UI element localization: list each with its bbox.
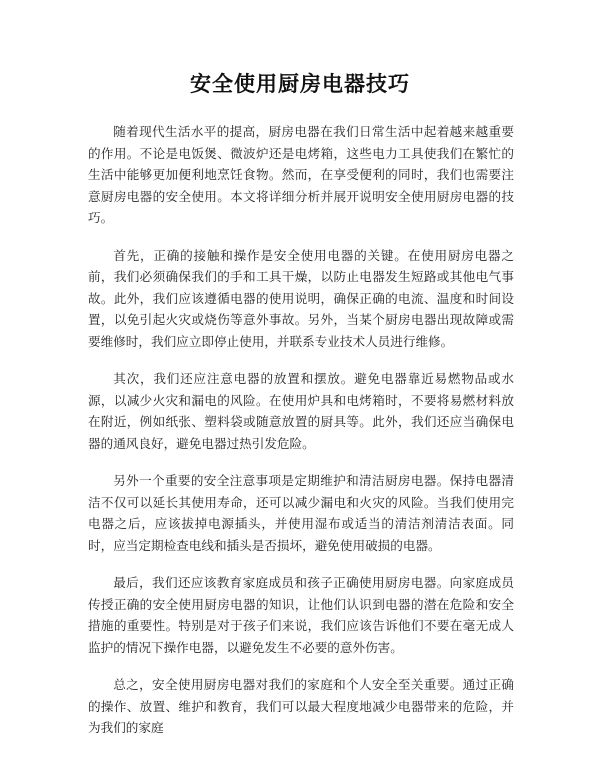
paragraph-maintenance: 另外一个重要的安全注意事项是定期维护和清洁厨房电器。保持电器清洁不仅可以延长其使用寿命，还可以减少漏电和火灾的风险。当我们使用完电器之后，应该拔掉电源插头，并使用湿布或适当的清洁剂清洁表面。同时，应当定期检查电线和插头是否损坏，避免使用破损的电器。 — [88, 473, 514, 553]
paragraph-education: 最后，我们还应该教育家庭成员和孩子正确使用厨房电器。向家庭成员传授正确的安全使用厨房电器的知识，让他们认识到电器的潜在危险和安全措施的重要性。特别是对于孩子们来说，我们应该告诉他们不要在毫无成人监护的情况下操作电器，以避免发生不必要的意外伤害。 — [88, 575, 514, 655]
paragraph-conclusion: 总之，安全使用厨房电器对我们的家庭和个人安全至关重要。通过正确的操作、放置、维护和教育，我们可以最大程度地减少电器带来的危险，并为我们的家庭 — [88, 677, 514, 735]
page-title: 安全使用厨房电器技巧 — [190, 72, 410, 96]
document-body — [88, 121, 514, 755]
paragraph-operation: 首先，正确的接触和操作是安全使用电器的关键。在使用厨房电器之前，我们必须确保我们的手和工具干燥，以防止电器发生短路或其他电气事故。此外，我们应该遵循电器的使用说明，确保正确的电流、温度和时间设置，以免引起火灾或烧伤等意外事故。另外，当某个厨房电器出现故障或需要维修时，我们应立即停止使用，并联系专业技术人员进行维修。 — [88, 247, 514, 349]
paragraph-intro: 随着现代生活水平的提高，厨房电器在我们日常生活中起着越来越重要的作用。不论是电饭煲、微波炉还是电烤箱，这些电力工具使我们在繁忙的生活中能够更加便利地烹饪食物。然而，在享受便利的同时，我们也需要注意厨房电器的安全使用。本文将详细分析并展开说明安全使用厨房电器的技巧。 — [88, 124, 514, 225]
paragraph-placement: 其次，我们还应注意电器的放置和摆放。避免电器靠近易燃物品或水源，以减少火灾和漏电的风险。在使用炉具和电烤箱时，不要将易燃材料放在附近，例如纸张、塑料袋或随意放置的厨具等。此外，我们还应当确保电器的通风良好，避免电器过热引发危险。 — [88, 371, 514, 451]
